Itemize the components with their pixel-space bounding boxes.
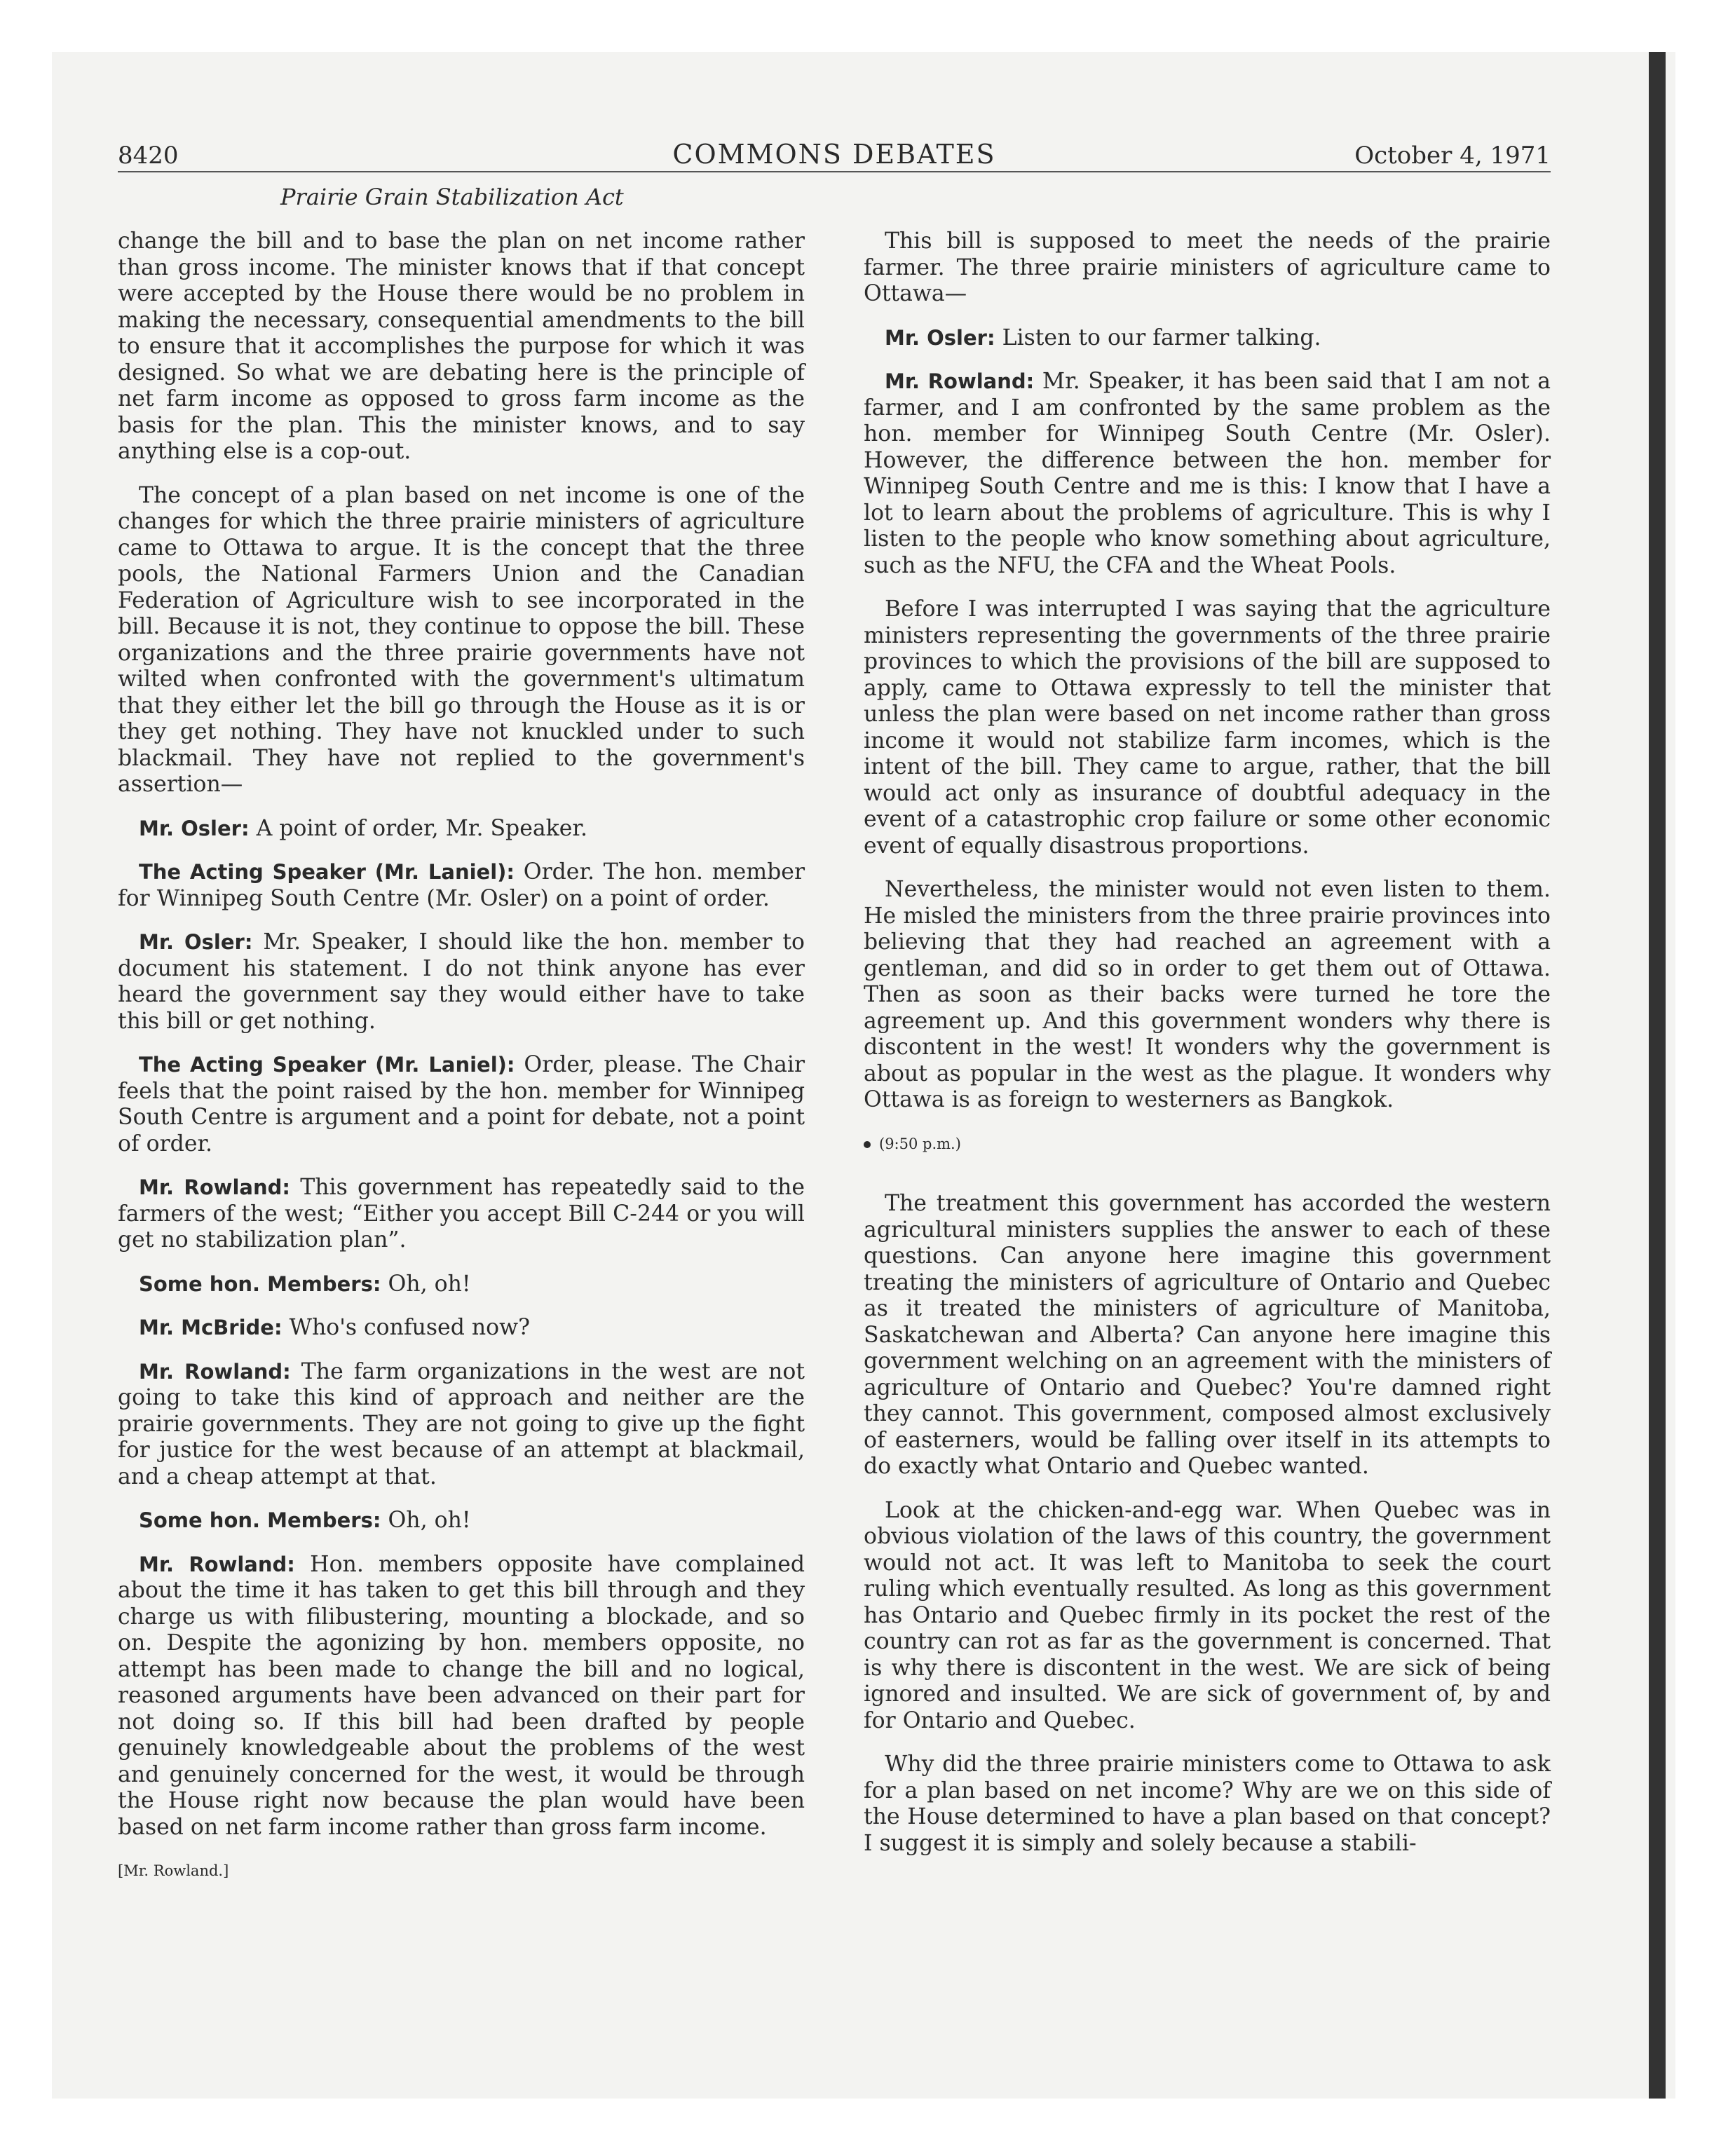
- speaker-name: Mr. Rowland:: [885, 369, 1035, 393]
- speech: [118, 1175, 805, 1254]
- paragraph: Look at the chicken-and-egg war. When Quebec was in obvious violation of the laws of this country, the government would not act. It was left to Manitoba to seek the court ruling which eventually resulted. As long as this government has Ontario and Quebec firmly in its pocket the rest of the country can rot as far as the government is concerned. That is why there is discontent in the west. We are sick of being ignored and insulted. We are sick of government of, by and for Ontario and Quebec.: [864, 1497, 1551, 1733]
- paragraph: change the bill and to base the plan on net income rather than gross income. The minister knows that if that concept were accepted by the House there would be no problem in making the necessary, consequential amendments to the bill to ensure that it accomplishes the purpose for which it was designed. So what we are debating here is the principle of net farm income as opposed to gross farm income as the basis for the plan. This the minister knows, and to say anything else is a cop-out.: [118, 228, 805, 464]
- speaker-name: The Acting Speaker (Mr. Laniel):: [139, 1053, 515, 1077]
- speech: [118, 1315, 805, 1342]
- speaker-name: Mr. McBride:: [139, 1316, 283, 1339]
- scan-edge-bar: [1649, 52, 1666, 2099]
- bullet-dot-icon: [864, 1141, 871, 1148]
- speech-text: Listen to our farmer talking.: [1002, 325, 1321, 350]
- speech: [864, 325, 1551, 352]
- speaker-name: Mr. Rowland:: [139, 1552, 295, 1576]
- timestamp: [864, 1131, 1551, 1158]
- speech-text: Order, please. The Chair feels that the point raised by the hon. member for Winnipeg South Centre is argument and a point for debate, not a point of order.: [118, 1052, 805, 1157]
- section-subheading: Prairie Grain Stabilization Act: [280, 184, 624, 210]
- right-column: [864, 228, 1551, 1874]
- speech: [118, 929, 805, 1035]
- speech: [118, 1508, 805, 1534]
- paragraph: Why did the three prairie ministers come to Ottawa to ask for a plan based on net income? Why are we on this side of the House determined to have a plan based on that concept? I suggest it is simply and solely because a stabili-: [864, 1752, 1551, 1856]
- speaker-name: Mr. Rowland:: [139, 1359, 291, 1384]
- paragraph: This bill is supposed to meet the needs of the prairie farmer. The three prairie ministers of agriculture came to Ottawa—: [864, 228, 1551, 306]
- speech-text: Oh, oh!: [388, 1271, 471, 1297]
- speech-text: A point of order, Mr. Speaker.: [256, 815, 587, 841]
- speech: [118, 1552, 805, 1841]
- publication-title: COMMONS DEBATES: [672, 139, 996, 170]
- speaker-name: The Acting Speaker (Mr. Laniel):: [139, 860, 515, 884]
- timestamp-text: (9:50 p.m.): [879, 1135, 961, 1152]
- speaker-name: Mr. Rowland:: [139, 1175, 290, 1199]
- speaker-name: Mr. Osler:: [139, 816, 250, 840]
- speech-text: Mr. Speaker, I should like the hon. member to document his statement. I do not think anyone has ever heard the government say they would either have to take this bill or get nothing.: [118, 929, 805, 1034]
- speaker-name: Mr. Osler:: [139, 930, 253, 954]
- left-column: [118, 228, 805, 1885]
- speech: [118, 859, 805, 912]
- speech-text: Order. The hon. member for Winnipeg South Centre (Mr. Osler) on a point of order.: [118, 859, 805, 911]
- page-date: October 4, 1971: [1354, 142, 1551, 170]
- speech-text: Who's confused now?: [289, 1315, 530, 1340]
- speech: [118, 1052, 805, 1157]
- page-number: 8420: [118, 142, 179, 170]
- speaker-name: Mr. Osler:: [885, 325, 995, 350]
- speech-text: Oh, oh!: [388, 1508, 471, 1533]
- page-header: [118, 137, 1551, 172]
- paragraph: The treatment this government has accorded the western agricultural ministers supplies the answer to each of these questions. Can anyone here imagine this government treating the ministers of agriculture of Ontario and Quebec as it treated the ministers of agriculture of Manitoba, Saskatchewan and Alberta? Can anyone here imagine this government welching on an agreement with the ministers of agriculture of Ontario and Quebec? You're damned right they cannot. This government, composed almost exclusively of easterners, would be falling over itself in its attempts to do exactly what Ontario and Quebec wanted.: [864, 1191, 1551, 1479]
- speech: [864, 369, 1551, 579]
- speech-text: The farm organizations in the west are not going to take this kind of approach and neither are the prairie governments. They are not going to give up the fight for justice for the west because of an attempt at blackmail, and a cheap attempt at that.: [118, 1358, 805, 1489]
- paragraph: The concept of a plan based on net income is one of the changes for which the three prairie ministers of agriculture came to Ottawa to argue. It is the concept that the three pools, the National Farmers Union and the Canadian Federation of Agriculture wish to see incorporated in the bill. Because it is not, they continue to oppose the bill. These organizations and the three prairie governments have not wilted when confronted with the government's ultimatum that they either let the bill go through the House as it is or they get nothing. They have not knuckled under to such blackmail. They have not replied to the government's assertion—: [118, 482, 805, 797]
- speech: [118, 1359, 805, 1491]
- paragraph: Before I was interrupted I was saying that the agriculture ministers representing the governments of the three prairie provinces to which the provisions of the bill are supposed to apply, came to Ottawa expressly to tell the minister that unless the plan were based on net income rather than gross income it would not stabilize farm incomes, which is the intent of the bill. They came to argue, rather, that the bill would act only as insurance of doubtful adequacy in the event of a catastrophic crop failure or some other economic event of equally disastrous proportions.: [864, 596, 1551, 859]
- speech-text: Mr. Speaker, it has been said that I am not a farmer, and I am confronted by the same problem as the hon. member for Winnipeg South Centre (Mr. Osler). However, the difference between the hon. member for Winnipeg South Centre and me is this: I know that I have a lot to learn about the problems of agriculture. This is why I listen to the people who know something about agriculture, such as the NFU, the CFA and the Wheat Pools.: [864, 369, 1551, 578]
- paragraph: Nevertheless, the minister would not even listen to them. He misled the ministers from the three prairie provinces into believing that they had reached an agreement with a gentleman, and did so in order to get them out of Ottawa. Then as soon as their backs were turned he tore the agreement up. And this government wonders why there is discontent in the west! It wonders why the government is about as popular in the west as the plague. It wonders why Ottawa is as foreign to westerners as Bangkok.: [864, 877, 1551, 1112]
- speech: [118, 1271, 805, 1298]
- speaker-attribution: [Mr. Rowland.]: [118, 1862, 229, 1879]
- speaker-name: Some hon. Members:: [139, 1508, 381, 1532]
- speech-text: Hon. members opposite have complained about the time it has taken to get this bill through and they charge us with filibustering, mounting a blockade, and so on. Despite the agonizing by hon. members opposite, no attempt has been made to change the bill and no logical, reasoned arguments have been advanced on their part for not doing so. If this bill had been drafted by people genuinely knowledgeable about the problems of the west and genuinely concerned for the west, it would be through the House right now because the plan would have been based on net farm income rather than gross farm income.: [118, 1551, 805, 1840]
- speaker-name: Some hon. Members:: [139, 1271, 381, 1296]
- speech: [118, 816, 805, 842]
- speech-text: This government has repeatedly said to the farmers of the west; “Either you accept Bill C-244 or you will get no stabilization plan”.: [118, 1175, 805, 1253]
